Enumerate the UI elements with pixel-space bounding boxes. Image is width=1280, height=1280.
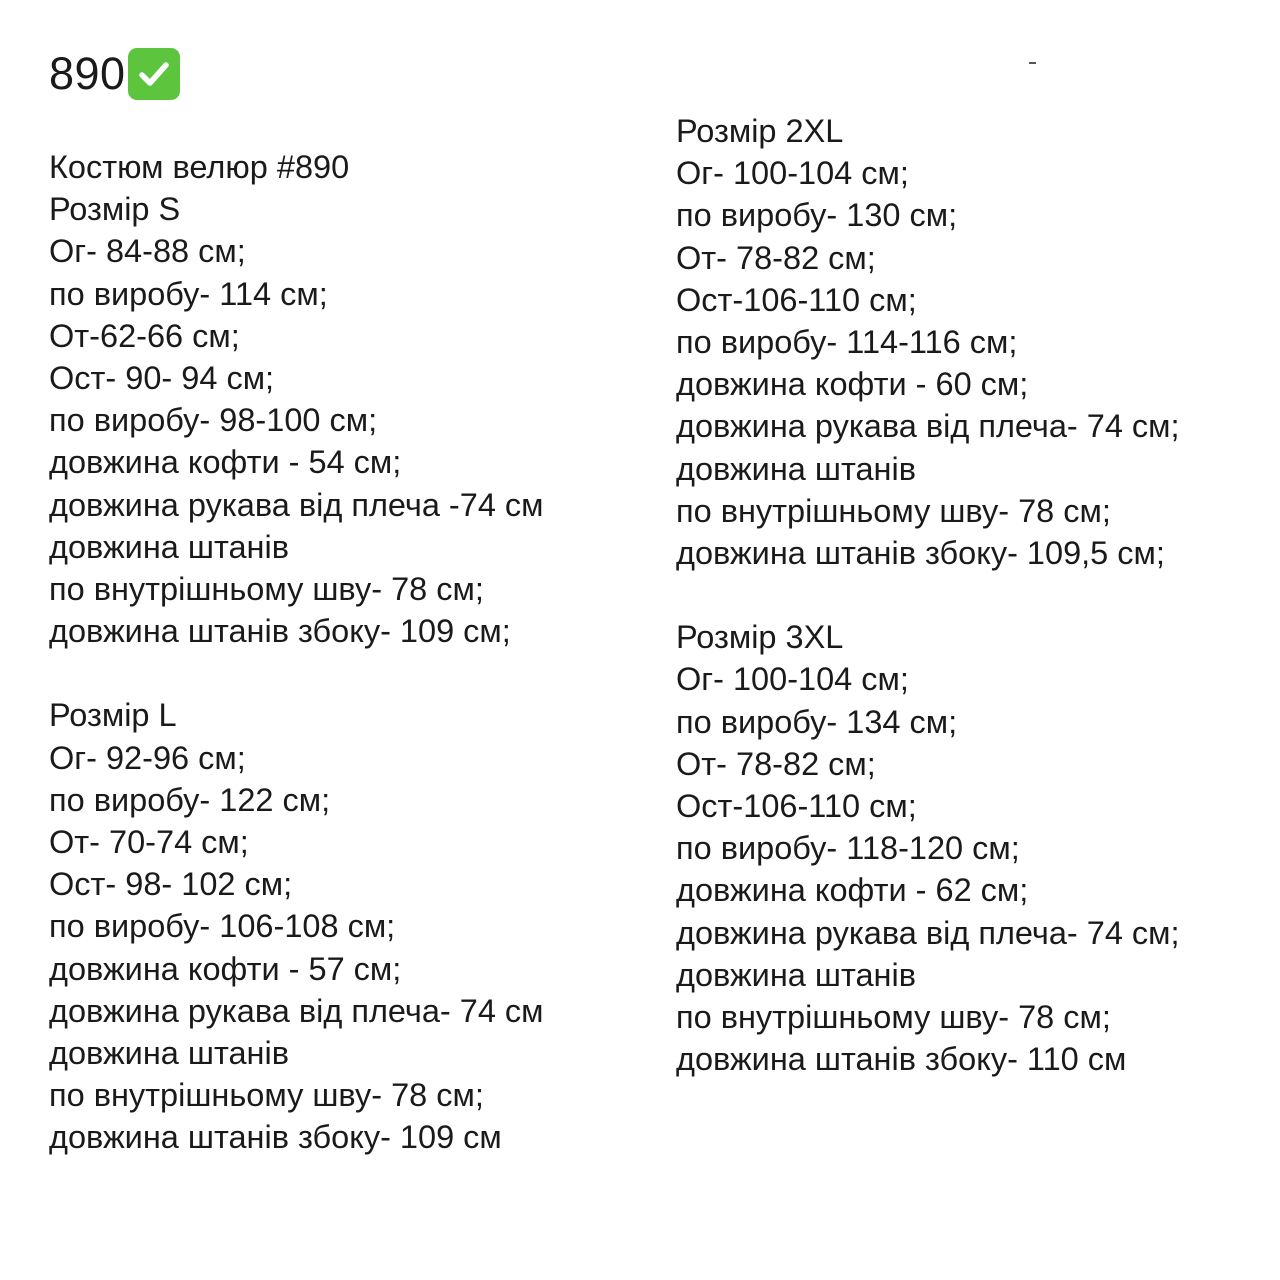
size-l-hips-garment: по виробу- 106-108 см;	[49, 908, 396, 945]
size-l-pants-length-label: довжина штанів	[49, 1034, 289, 1071]
size-s-waist: От-62-66 см;	[49, 317, 240, 354]
size-3xl-top-length: довжина кофти - 62 см;	[676, 872, 1029, 909]
size-l-hips: Ост- 98- 102 см;	[49, 866, 293, 903]
right-column	[676, 110, 1180, 1080]
size-l-sleeve-length: довжина рукава від плеча- 74 см	[49, 992, 544, 1029]
size-s-sleeve-length: довжина рукава від плеча -74 см	[49, 486, 544, 523]
size-3xl-sleeve-length: довжина рукава від плеча- 74 см;	[676, 914, 1180, 951]
size-3xl-label: Розмір 3XL	[676, 619, 844, 656]
size-2xl-outseam: довжина штанів збоку- 109,5 см;	[676, 534, 1165, 571]
size-2xl-chest: Ог- 100-104 см;	[676, 155, 909, 192]
size-3xl-chest-garment: по виробу- 134 см;	[676, 703, 958, 740]
size-2xl-block	[676, 110, 1180, 574]
heading	[49, 43, 180, 105]
size-3xl-outseam: довжина штанів збоку- 110 см	[676, 1041, 1127, 1078]
size-2xl-hips-garment: по виробу- 114-116 см;	[676, 323, 1018, 360]
size-l-inseam: по внутрішньому шву- 78 см;	[49, 1077, 484, 1114]
size-s-chest-garment: по виробу- 114 см;	[49, 275, 328, 312]
size-l-top-length: довжина кофти - 57 см;	[49, 950, 402, 987]
size-2xl-chest-garment: по виробу- 130 см;	[676, 197, 958, 234]
size-l-block	[49, 694, 544, 1158]
left-column	[49, 146, 544, 1159]
size-2xl-label: Розмір 2XL	[676, 113, 844, 149]
size-s-inseam: по внутрішньому шву- 78 см;	[49, 570, 484, 607]
size-2xl-hips: Ост-106-110 см;	[676, 281, 917, 318]
size-s-outseam: довжина штанів збоку- 109 см;	[49, 613, 511, 650]
check-mark-icon	[128, 48, 180, 100]
heading-number: 890	[49, 48, 126, 99]
size-s-top-length: довжина кофти - 54 см;	[49, 444, 402, 481]
size-3xl-hips: Ост-106-110 см;	[676, 788, 917, 824]
size-3xl-chest: Ог- 100-104 см;	[676, 661, 909, 698]
size-2xl-waist: От- 78-82 см;	[676, 239, 876, 276]
size-l-waist: От- 70-74 см;	[49, 824, 249, 860]
size-s-chest: Ог- 84-88 см;	[49, 233, 246, 270]
size-2xl-pants-length-label: довжина штанів	[676, 450, 916, 487]
spacer	[676, 574, 1180, 616]
size-3xl-inseam: по внутрішньому шву- 78 см;	[676, 998, 1111, 1035]
size-s-pants-length-label: довжина штанів	[49, 528, 289, 565]
size-s-block	[49, 188, 544, 652]
size-2xl-sleeve-length: довжина рукава від плеча- 74 см;	[676, 408, 1180, 445]
product-title: Костюм велюр #890	[49, 149, 350, 185]
size-s-label: Розмір S	[49, 191, 181, 228]
size-l-label: Розмір L	[49, 697, 177, 734]
size-s-hips: Ост- 90- 94 см;	[49, 359, 275, 396]
size-l-chest-garment: по виробу- 122 см;	[49, 781, 331, 818]
stray-mark	[1029, 62, 1036, 64]
check-mark-glyph	[135, 55, 173, 93]
size-3xl-pants-length-label: довжина штанів	[676, 956, 916, 993]
size-l-chest: Ог- 92-96 см;	[49, 739, 246, 776]
size-2xl-top-length: довжина кофти - 60 см;	[676, 366, 1029, 403]
spacer	[49, 652, 544, 694]
size-3xl-waist: От- 78-82 см;	[676, 745, 876, 782]
size-2xl-inseam: по внутрішньому шву- 78 см;	[676, 492, 1111, 529]
size-3xl-block	[676, 616, 1180, 1080]
size-s-hips-garment: по виробу- 98-100 см;	[49, 402, 378, 439]
size-l-outseam: довжина штанів збоку- 109 см	[49, 1119, 502, 1156]
size-3xl-hips-garment: по виробу- 118-120 см;	[676, 830, 1020, 867]
